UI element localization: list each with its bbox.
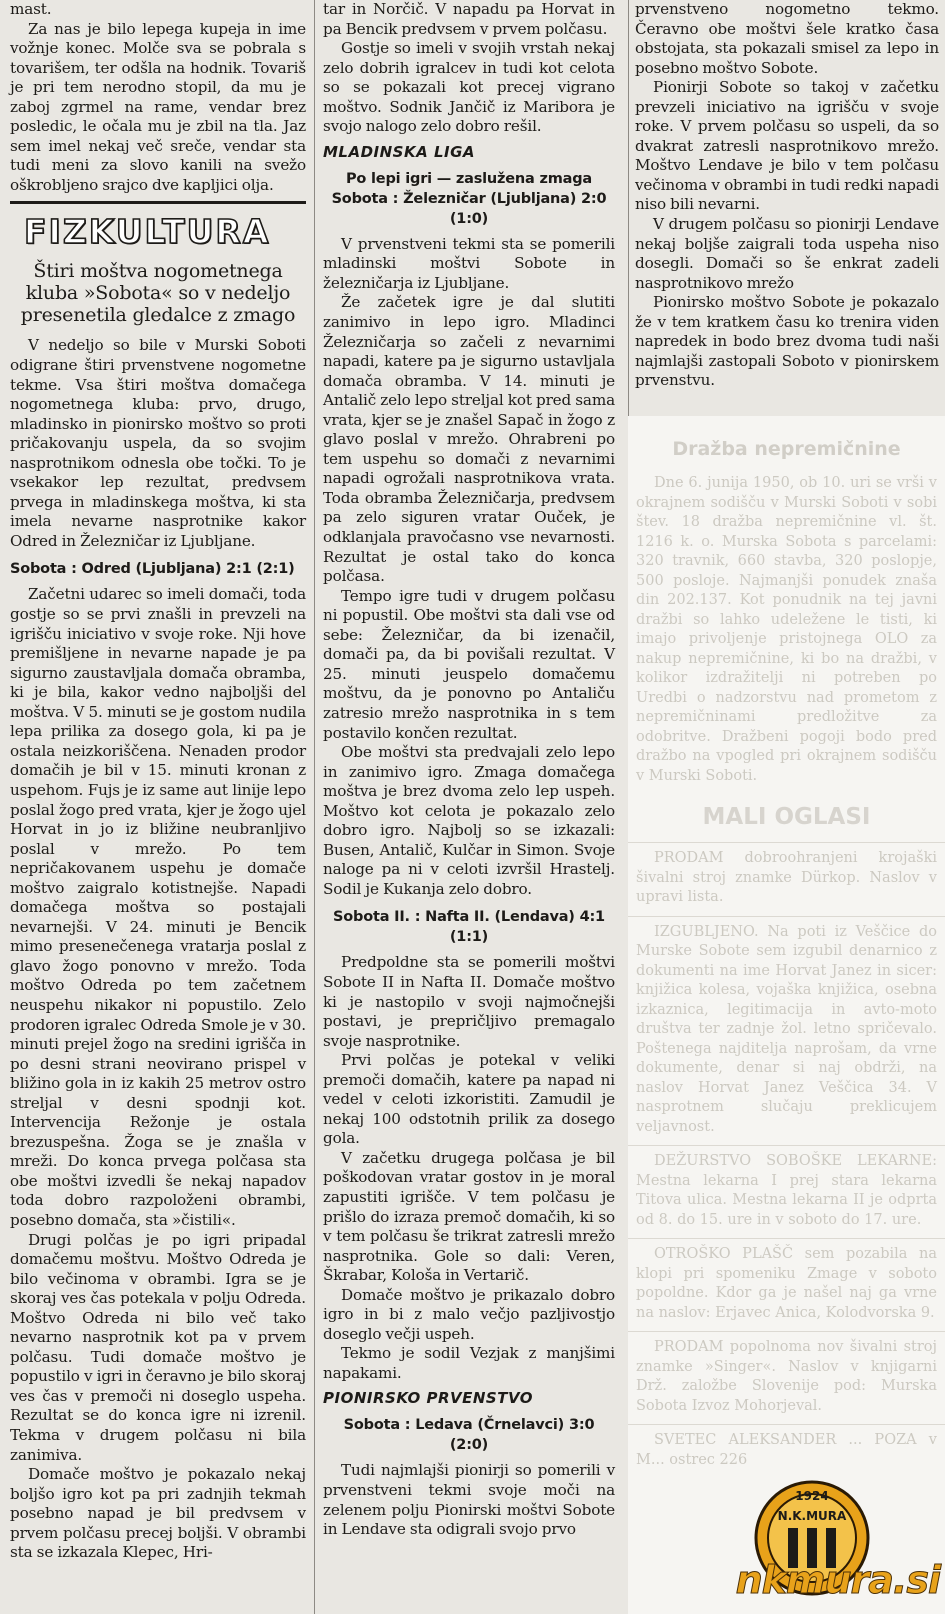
faded-ads-area [628,416,945,1614]
article-text: Pionirsko moštvo Sobote je pokazalo že v tem kratkem času ko trenira viden napredek in bodo brez dvoma tudi naši najmlajši zastopali Soboto v pionirskem prvenstvu. [635,293,939,390]
article-text: V začetku drugega polčasa je bil poškodovan vratar gostov in je moral zapustiti igrišče. V tem polčasu je prišlo do izraza premoč domačih, ki so v tem polčasu še trikrat zatresli mrežo nasprotnika. Gole so dali: Veren, Škrabar, Kološa in Vertarič. [323,1148,615,1285]
column-right [628,0,945,416]
brand-url-text: nkmura.si [735,1558,940,1602]
match-title [323,1415,615,1455]
logo-year: 1924 [795,1489,829,1503]
article-text: Pionirji Sobote so takoj v začetku prevzeli iniciativo na igrišču v svoje roke. V prvem polčasu so uspeli, da so dvakrat zatresli nasprotnikovo mrežo. Moštvo Lendave je bilo v tem polčasu večinoma v obrambi in tudi redki napadi niso bili nevarni. [635,78,939,214]
classifieds-title: MALI OGLASI [702,804,871,830]
article-text: Tudi najmlajši pionirji so pomerili v prvenstveni tekmi svoje moči na zelenem polju Pionirski moštvi Sobote in Lendave sta odigrali svojo prvo [323,1461,615,1539]
article-text: Prvi polčas je potekal v veliki premoči domačih, katere pa napad ni vedel v celoti izkoristiti. Zamudil je nekaj 100 odstotnih prilik za dosego gola. [323,1051,615,1148]
article-text: Že začetek igre je dal slutiti zanimivo in lepo igro. Mladinci Železničarja so začeli z nevarnimi napadi, katere pa je sigurno ustavljala domača obramba. V 14. minuti je Antalič zelo lepo streljal kot pred sama vrata, kjer se je znašel Sapač in žogo z glavo poslal v mrežo. Ohrabreni po tem uspehu so domači z nevarnimi napadi ogrožali nasprotnikova vrata. Toda obramba Železničarja, predvsem pa zelo siguren vratar Ouček, je odklanjala pravočasno vse nevarnosti. Rezultat je ostal tako do konca polčasa. [323,293,615,586]
article-text: Tekmo je sodil Vezjak z manjšimi napakami. [323,1344,615,1382]
article-text: Domače moštvo je prikazalo dobro igro in bi z malo večjo pazljivostjo doseglo večji uspeh. [323,1285,615,1343]
column-left [0,0,310,1614]
match-line: Sobota : Ledava (Črnelavci) 3:0 [343,1417,595,1434]
article-text: Za nas je bilo lepega kupeja in ime vožnje konec. Molče sva se pobrala s tovarišem, ter odšla na hodnik. Tovariš je pri tem nerodno stopil, da mu je zaboj zgrmel na rame, vendar brez posledic, le očala mu je zbil na tla. Jaz sem imel nekaj več sreče, vendar sta tudi meni za slovo kanili na svežo oškrobljeno srajco dve kapljici olja. [10,19,306,194]
auction-title: Dražba nepremičnine [672,438,901,460]
classified-ad: IZGUBLJENO. Na poti iz Veščice do Murske Sobote sem izgubil denarnico z dokumenti na ime Horvat Janez in sicer: knjižica kolesa, vojaška knjižica, osebna izkaznica, legitimacija in avto-moto društva ter zadnje žol. letno spričevalo. Poštenega najditelja naprošam, da vrne dokumente, denar si naj obdrži, na naslov Horvat Janez Veščica 34. V nasprotnem slučaju preklicujem veljavnost. [636,923,937,1135]
classified-ad: OTROŠKO PLAŠČ sem pozabila na klopi pri spomeniku Zmage v soboto popoldne. Kdor ga je našel naj ga vrne na naslov: Erjavec Anica, Kolodvorska 9. [636,1246,937,1321]
divider [628,842,945,843]
article-text: Začetni udarec so imeli domači, toda gostje so se prvi znašli in prevzeli na igrišču iniciativo v svoje roke. Nji hove premišljene in nevarne napade je pa sigurno zaustavljala domača obramba, ki je bila, kakor vedno najboljši del moštva. V 5. minuti se je gostom nudila lepa prilika za dosego gola, ki pa je ostala neizkoriščena. Nenaden prodor domačih je bil v 15. minuti kronan z uspehom. Fujs je iz same aut linije lepo poslal žogo pred vrata, kjer je žogo ujel Horvat in jo iz bližine neubranljivo poslal v mrežo. Po tem nepričakovanem uspehu je domače moštvo zaigralo kotistnejše. Napadi domačega moštva so postajali nevarnejši. V 24. minuti je Bencik mimo presenečenega vratarja poslal z glavo žogo ponovno v mrežo. Toda moštvo Odreda po tem začetnem neuspehu nikakor ni popustilo. Zelo prodoren igralec Odreda Smole je v 30. minuti prejel žogo na sredini igrišča in po desni strani neovirano prispel v bližino gola in iz kakih 25 metrov ostro streljal v desni spodnji kot. Intervencija Režonje je ostala brezuspešna. Žoga se je znašla v mreži. Do konca prvega polčasa sta obe moštvi izvedli še nekaj napadov toda dobro razpoloženi obrambi, posebno domača, sta »čistili«. [10,585,306,1229]
match-subtitle: Po lepi igri — zaslužena zmaga [346,170,592,187]
classified-ad: PRODAM dobroohranjeni krojaški šivalni stroj znamke Dürkop. Naslov v upravi lista. [636,850,937,905]
match-half-score: (1:1) [449,929,489,946]
section-heading-youth-league: MLADINSKA LIGA [323,142,475,161]
match-title [323,189,615,229]
article-text: Tempo igre tudi v drugem polčasu ni popustil. Obe moštvi sta dali vse od sebe: Železničar, da bi izenačil, domači pa, da bi povišali rezultat. V 25. minuti jeuspelo domačemu moštvu, da je ponovno po Antaliču zatresio mrežo nasprotnika in s tem postavilo končen rezultat. [323,586,615,742]
article-text: Obe moštvi sta predvajali zelo lepo in zanimivo igro. Zmaga domačega moštva je brez dvoma zelo lep uspeh. Moštvo kot celota je pokazalo zelo dobro igro. Najbolj so se izkazali: Busen, Antalič, Kulčar in Simon. Svoje naloge pa ni v celoti izvršil Hrastelj. Sodil je Kukanja zelo dobro. [323,743,615,898]
article-headline: Štiri moštva nogometnega kluba »Sobota« so v nedeljo presenetila gledalce z zmago [20,260,296,327]
divider [628,916,945,917]
classified-ad: DEŽURSTVO SOBOŠKE LEKARNE: Mestna lekarna I prej stara lekarna Titova ulica. Mestna lekarna II je odprta od 8. do 15. ure in v soboto do 17. ure. [636,1153,937,1228]
divider [628,1145,945,1146]
article-text: V drugem polčasu so pionirji Lendave nekaj boljše zaigrali toda uspeha niso dosegli. Domači so še enkrat zadeli nasprotnikovo mrežo [635,215,939,292]
match-line: Sobota II. : Nafta II. (Lendava) 4:1 [333,909,605,926]
match-title: Sobota : Odred (Ljubljana) 2:1 (2:1) [10,561,295,578]
article-lead: V nedeljo so bile v Murski Soboti odigrane štiri prvenstvene nogometne tekme. Vsa štiri moštva domačega nogometnega kluba: prvo, drugo, mladinsko in pionirsko moštvo so proti pričakovanju uspela, da so svojim nasprotnikom odnesla obe točki. To je vsekakor lep rezultat, predvsem prvega in mladinskega moštva, ki sta imela nevarne nasprotnike kakor Odred in Železničar iz Ljubljane. [10,336,306,550]
article-text: mast. [10,0,52,18]
article-text: V prvenstveni tekmi sta se pomerili mladinski moštvi Sobote in železničarja iz Ljubljane. [323,234,615,292]
divider [628,1331,945,1332]
article-text: prvenstveno nogometno tekmo. Čeravno obe moštvi šele kratko časa obstojata, sta pokazali smisel za lepo in posebno moštvo Sobote. [635,0,939,77]
column-middle [314,0,619,1614]
logo-name: N.K.MURA [777,1509,847,1523]
article-text: Gostje so imeli v svojih vrstah nekaj zelo dobrih igralcev in tudi kot celota so se pokazali kot precej vigrano moštvo. Sodnik Jančič iz Maribora je svojo nalogo zelo dobro rešil. [323,39,615,136]
article-text: Domače moštvo je pokazalo nekaj boljšo igro kot pa pri zadnjih tekmah posebno napad je bil predvsem v prvem polčasu precej boljši. V obrambi sta se izkazala Klepec, Hri- [10,1465,306,1562]
match-line: Sobota : Železničar (Ljubljana) 2:0 [331,190,607,207]
divider [628,1424,945,1425]
auction-text: Dne 6. junija 1950, ob 10. uri se vrši v okrajnem sodišču v Murski Soboti v sobi štev. 18 dražba nepremičnine vl. št. 1216 k. o. Murska Sobota s parcelami: 320 travnik, 660 stavba, 320 poslopje, 500 posloje. Najmanjši ponudek znaša din 202.137. Kot ponudnik na tej javni dražbi so lahko udeležene le tisti, ki imajo privoljenje pristojnega OLO za nakup nepremičnine, ki bo na dražbi, v kolikor izdražitelji ni potreben po Uredbi o nadzorstvu nad prometom z nepremičninami predložitve za odobritve. Dražbeni pogoji bodo pred dražbo na vpogled pri okrajnem sodišču v Murski Soboti. [636,475,937,784]
section-title-fizkultura: FIZKULTURA [24,212,271,252]
match-title [323,907,615,947]
match-half-score: (2:0) [449,1437,489,1454]
divider [628,1238,945,1239]
section-divider [10,201,306,204]
club-logo-watermark [688,1478,940,1614]
section-heading-pioneer: PIONIRSKO PRVENSTVO [323,1389,534,1408]
article-text: Drugi polčas je po igri pripadal domačemu moštvu. Moštvo Odreda je bilo večinoma v obrambi. Igra se je skoraj ves čas potekala v polju Odreda. Moštvo Odreda ni bilo več tako nevarno nasprotnik kot pa v prvem polčasu. Tudi domače moštvo je popustilo v igri in čeravno je bilo skoraj ves čas v premoči ni doseglo uspeha. Rezultat se do konca igre ni izrenil. Tekma v drugem polčasu ni bila zanimiva. [10,1230,306,1464]
classified-ad: PRODAM popolnoma nov šivalni stroj znamke »Singer«. Naslov v knjigarni Drž. založbe Slovenije pod: Murska Sobota Izvoz Mohorjeval. [636,1339,937,1414]
article-text: tar in Norčič. V napadu pa Horvat in pa Bencik predvsem v prvem polčasu. [323,0,615,38]
classified-ad: SVETEC ALEKSANDER ... POZA v M... ostrec 226 [636,1432,937,1468]
article-text: Predpoldne sta se pomerili moštvi Sobote II in Nafta II. Domače moštvo ki je nastopilo v svoji najmočnejši postavi, je prepričljivo premagalo svoje nasprotnike. [323,953,615,1050]
match-half-score: (1:0) [449,210,489,227]
